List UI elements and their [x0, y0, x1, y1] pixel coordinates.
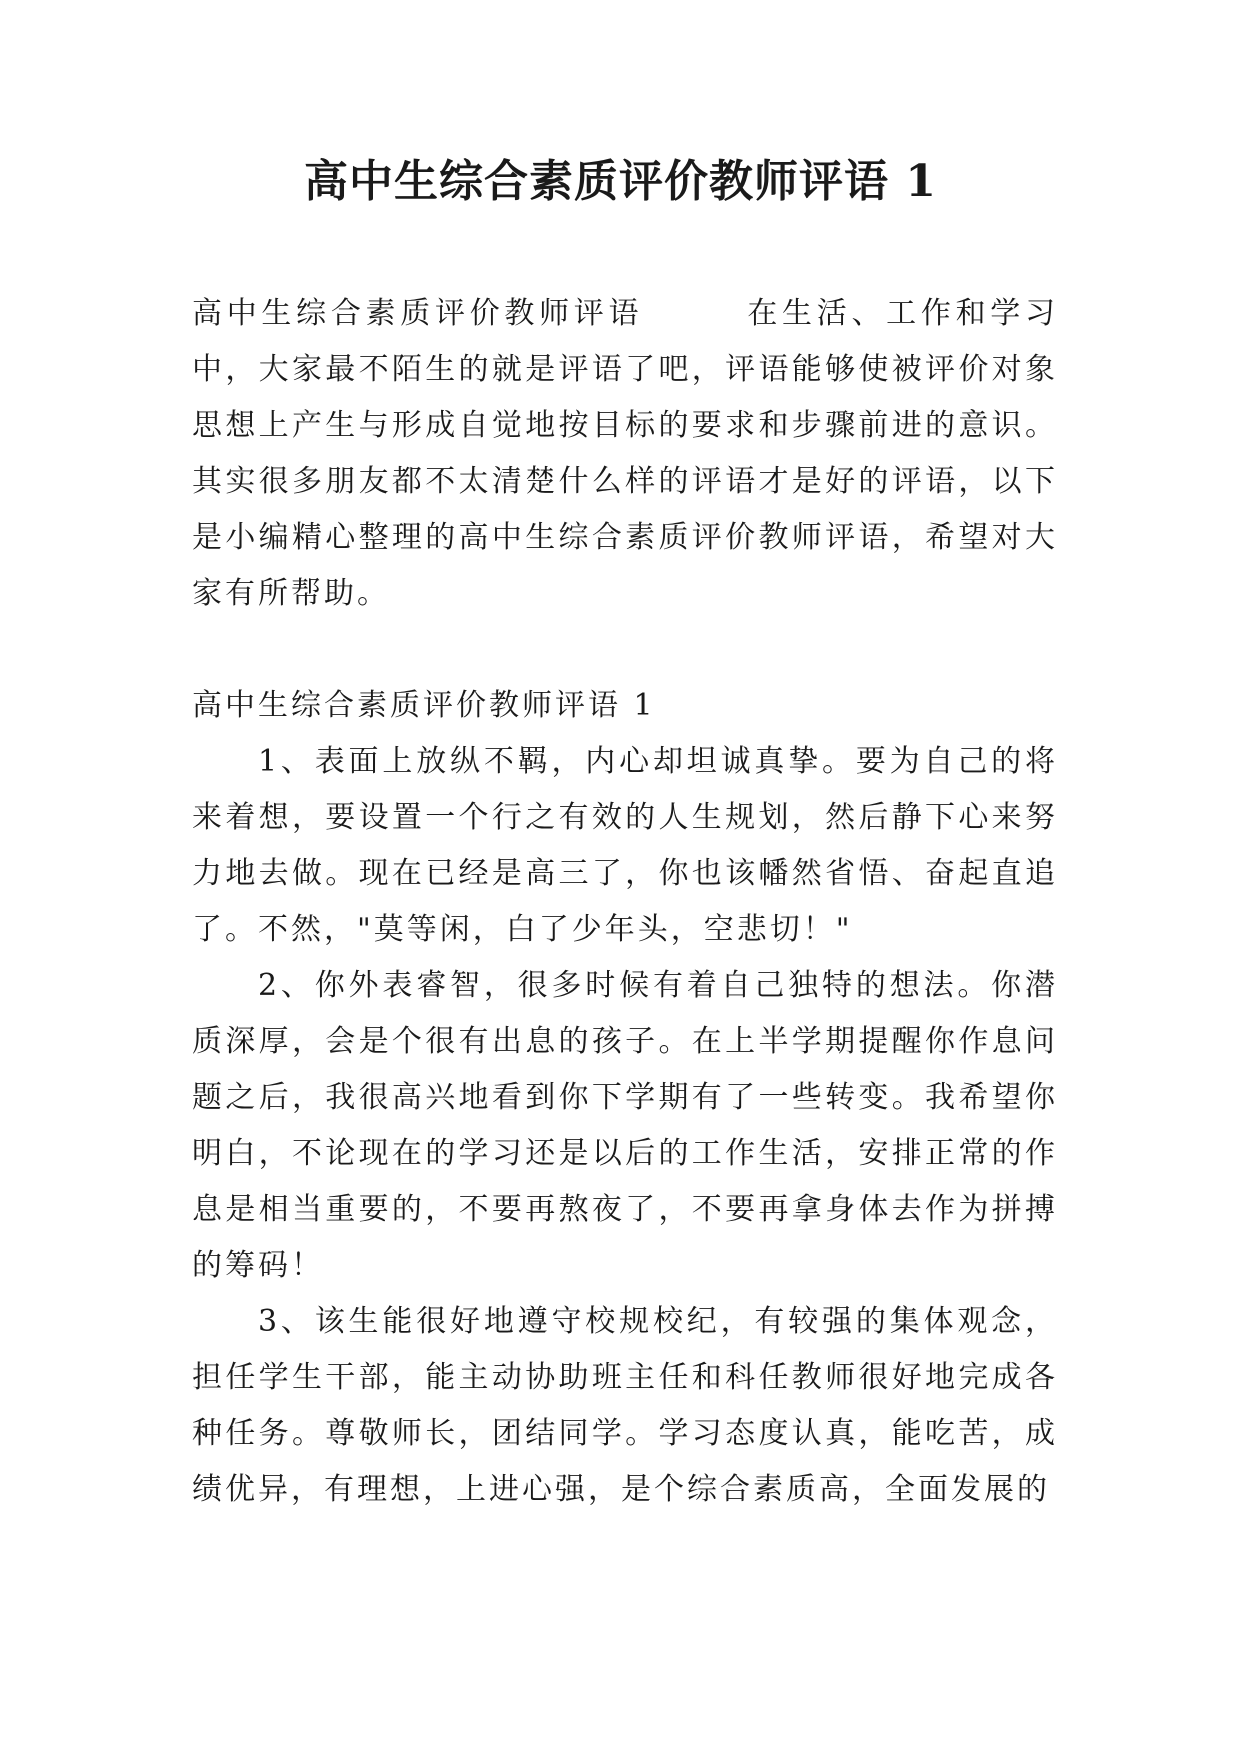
document-body	[192, 286, 1058, 1518]
comment-item-2: 2、你外表睿智，很多时候有着自己独特的想法。你潜质深厚，会是个很有出息的孩子。在上半学期提醒你作息问题之后，我很高兴地看到你下学期有了一些转变。我希望你明白，不论现在的学习还是以后的工作生活，安排正常的作息是相当重要的，不要再熬夜了，不要再拿身体去作为拼搏的筹码！	[192, 968, 1058, 1283]
document-title: 高中生综合素质评价教师评语 1	[304, 156, 937, 207]
comment-item-1: 1、表面上放纵不羁，内心却坦诚真挚。要为自己的将来着想，要设置一个行之有效的人生规划，然后静下心来努力地去做。现在已经是高三了，你也该幡然省悟、奋起直追了。不然，"莫等闲，白了少年头，空悲切！"	[192, 744, 1058, 947]
intro-paragraph: 高中生综合素质评价教师评语 在生活、工作和学习中，大家最不陌生的就是评语了吧，评语能够使被评价对象思想上产生与形成自觉地按目标的要求和步骤前进的意识。其实很多朋友都不太清楚什么样的评语才是好的评语，以下是小编精心整理的高中生综合素质评价教师评语，希望对大家有所帮助。	[192, 296, 1058, 611]
comment-item-3: 3、该生能很好地遵守校规校纪，有较强的集体观念，担任学生干部，能主动协助班主任和科任教师很好地完成各种任务。尊敬师长，团结同学。学习态度认真，能吃苦，成绩优异，有理想，上进心强，是个综合素质高，全面发展的	[192, 1304, 1058, 1507]
section-heading: 高中生综合素质评价教师评语 1	[192, 688, 656, 723]
